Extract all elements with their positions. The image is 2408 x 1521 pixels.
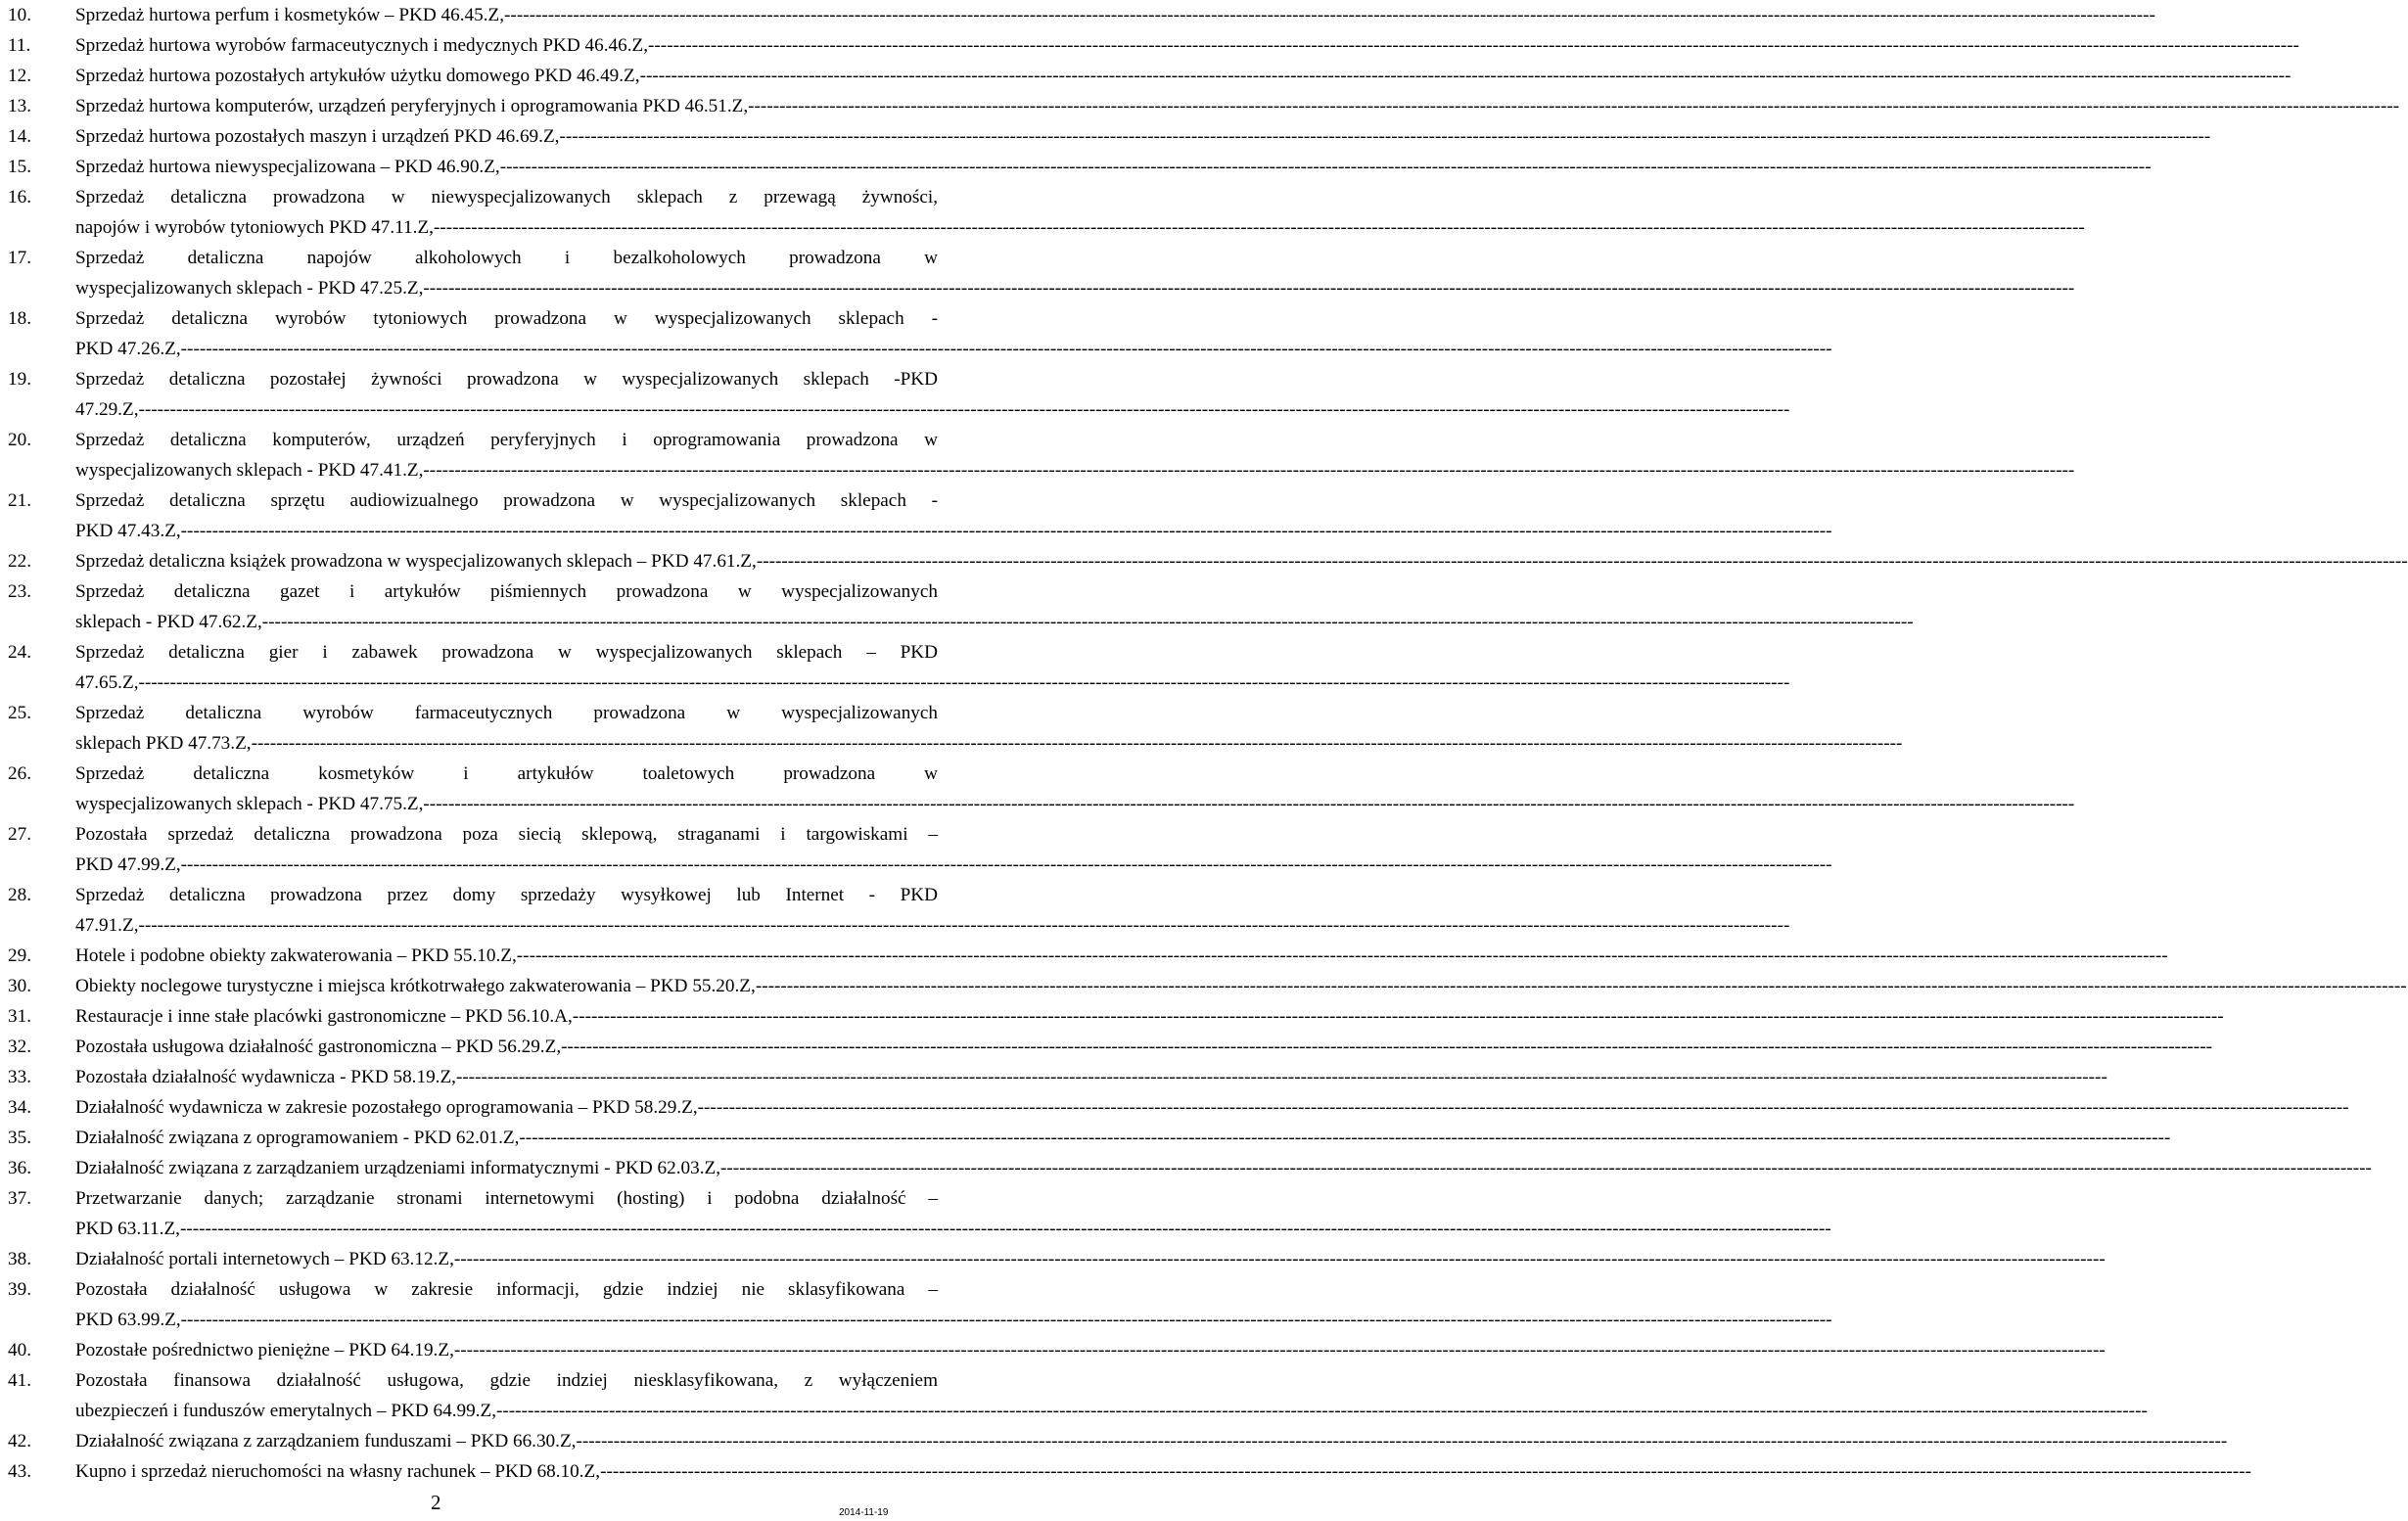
item-line-text: Sprzedaż hurtowa wyrobów farmaceutycznych i medycznych PKD 46.46.Z, xyxy=(75,35,649,56)
dash-leader: ------------------------------------------------------------------------------------------------------------------------------------------------------------------------------------------------------------------------------------------------------------------------ xyxy=(504,5,2155,25)
item-line-text: Działalność portali internetowych – PKD 63.12.Z, xyxy=(75,1249,454,1269)
item-number: 42. xyxy=(8,1431,31,1452)
list-item xyxy=(8,61,2292,91)
item-line xyxy=(75,273,2075,303)
item-line xyxy=(75,516,1832,546)
item-line-text: napojów i wyrobów tytoniowych PKD 47.11.Z, xyxy=(75,217,434,238)
item-number: 10. xyxy=(8,5,31,25)
item-text xyxy=(75,971,2407,1001)
item-text xyxy=(75,91,2400,121)
dash-leader: ------------------------------------------------------------------------------------------------------------------------------------------------------------------------------------------------------------------------------------------------------------------------ xyxy=(180,1310,1832,1330)
item-line-text: sklepach - PKD 47.62.Z, xyxy=(75,612,262,632)
dash-leader: ------------------------------------------------------------------------------------------------------------------------------------------------------------------------------------------------------------------------------------------------------------------------ xyxy=(138,915,1790,936)
item-line xyxy=(75,1335,2106,1365)
list-item xyxy=(8,880,1790,941)
item-line-text: 47.91.Z, xyxy=(75,915,139,936)
list-item xyxy=(8,303,1832,364)
item-number: 12. xyxy=(8,66,31,86)
dash-leader: ------------------------------------------------------------------------------------------------------------------------------------------------------------------------------------------------------------------------------------------------------------------------ xyxy=(516,945,2168,966)
item-line xyxy=(75,1426,2228,1456)
item-line xyxy=(75,1305,1832,1335)
dash-leader: ------------------------------------------------------------------------------------------------------------------------------------------------------------------------------------------------------------------------------------------------------------------------ xyxy=(179,1219,1831,1239)
item-line xyxy=(75,1001,2224,1032)
list-item xyxy=(8,1001,2224,1032)
dash-leader: ------------------------------------------------------------------------------------------------------------------------------------------------------------------------------------------------------------------------------------------------------------------------ xyxy=(499,157,2152,177)
dash-leader: ------------------------------------------------------------------------------------------------------------------------------------------------------------------------------------------------------------------------------------------------------------------------ xyxy=(576,1431,2228,1452)
item-line-text: 47.65.Z, xyxy=(75,672,139,693)
item-number: 19. xyxy=(8,369,31,390)
item-text xyxy=(75,637,1790,698)
item-text xyxy=(75,546,2408,576)
item-line-text: PKD 47.26.Z, xyxy=(75,339,181,359)
item-line xyxy=(75,546,2408,576)
dash-leader: ------------------------------------------------------------------------------------------------------------------------------------------------------------------------------------------------------------------------------------------------------------------------ xyxy=(748,96,2400,116)
item-line xyxy=(75,1092,2349,1123)
item-text xyxy=(75,1001,2224,1032)
item-line xyxy=(75,61,2292,91)
dash-leader: ------------------------------------------------------------------------------------------------------------------------------------------------------------------------------------------------------------------------------------------------------------------------ xyxy=(251,733,1903,754)
item-line xyxy=(75,1032,2212,1062)
item-line-text: Sprzedaż detaliczna pozostałej żywności prowadzona w wyspecjalizowanych sklepach -PKD xyxy=(75,369,938,390)
item-line-text: Obiekty noclegowe turystyczne i miejsca krótkotrwałego zakwaterowania – PKD 55.20.Z, xyxy=(75,976,756,996)
item-number: 24. xyxy=(8,642,31,663)
item-text xyxy=(75,1456,2251,1487)
item-number: 14. xyxy=(8,126,31,147)
item-line xyxy=(75,1214,1831,1244)
list-item xyxy=(8,1183,1831,1244)
dash-leader: ------------------------------------------------------------------------------------------------------------------------------------------------------------------------------------------------------------------------------------------------------------------------ xyxy=(423,278,2075,299)
list-item xyxy=(8,698,1903,759)
dash-leader: ------------------------------------------------------------------------------------------------------------------------------------------------------------------------------------------------------------------------------------------------------------------------ xyxy=(697,1097,2349,1118)
item-number: 18. xyxy=(8,308,31,329)
list-item xyxy=(8,941,2168,971)
item-line-text: Sprzedaż detaliczna gazet i artykułów piśmiennych prowadzona w wyspecjalizowanych xyxy=(75,581,938,602)
item-number: 21. xyxy=(8,490,31,511)
item-line-text: Sprzedaż detaliczna napojów alkoholowych i bezalkoholowych prowadzona w xyxy=(75,248,938,268)
list-item xyxy=(8,182,2085,243)
item-text xyxy=(75,364,1790,425)
item-text xyxy=(75,485,1832,546)
list-item xyxy=(8,0,2155,30)
item-text xyxy=(75,880,1790,941)
item-text xyxy=(75,61,2292,91)
dash-leader: ------------------------------------------------------------------------------------------------------------------------------------------------------------------------------------------------------------------------------------------------------------------------ xyxy=(180,521,1832,541)
item-number: 22. xyxy=(8,551,31,572)
list-item xyxy=(8,91,2400,121)
item-line-text: Sprzedaż detaliczna kosmetyków i artykułów toaletowych prowadzona w xyxy=(75,763,938,784)
list-item xyxy=(8,1335,2106,1365)
item-line-text: Sprzedaż hurtowa perfum i kosmetyków – PKD 46.45.Z, xyxy=(75,5,505,25)
list-item xyxy=(8,819,1832,880)
dash-leader: ------------------------------------------------------------------------------------------------------------------------------------------------------------------------------------------------------------------------------------------------------------------------ xyxy=(433,217,2085,238)
dash-leader: ------------------------------------------------------------------------------------------------------------------------------------------------------------------------------------------------------------------------------------------------------------------------ xyxy=(138,399,1790,420)
list-item xyxy=(8,1426,2228,1456)
item-line xyxy=(75,728,1903,759)
dash-leader: ------------------------------------------------------------------------------------------------------------------------------------------------------------------------------------------------------------------------------------------------------------------------ xyxy=(496,1401,2148,1421)
item-line-text: Przetwarzanie danych; zarządzanie stronami internetowymi (hosting) i podobna działalność – xyxy=(75,1188,938,1209)
dash-leader: ------------------------------------------------------------------------------------------------------------------------------------------------------------------------------------------------------------------------------------------------------------------------ xyxy=(519,1128,2171,1148)
item-line xyxy=(75,789,2075,819)
item-text xyxy=(75,1153,2372,1183)
list-item xyxy=(8,971,2407,1001)
item-number: 28. xyxy=(8,885,31,905)
item-line-text: Sprzedaż hurtowa niewyspecjalizowana – PKD 46.90.Z, xyxy=(75,157,500,177)
item-line-text: Pozostała działalność usługowa w zakresie informacji, gdzie indziej nie sklasyfikowana – xyxy=(75,1279,938,1300)
item-text xyxy=(75,941,2168,971)
item-line xyxy=(75,1153,2372,1183)
dash-leader: ------------------------------------------------------------------------------------------------------------------------------------------------------------------------------------------------------------------------------------------------------------------------ xyxy=(756,551,2408,572)
list-item xyxy=(8,546,2408,576)
item-line xyxy=(75,334,1832,364)
item-line xyxy=(75,1456,2251,1487)
item-line xyxy=(75,668,1790,698)
list-item xyxy=(8,152,2152,182)
dash-leader: ------------------------------------------------------------------------------------------------------------------------------------------------------------------------------------------------------------------------------------------------------------------------ xyxy=(138,672,1790,693)
dash-leader: ------------------------------------------------------------------------------------------------------------------------------------------------------------------------------------------------------------------------------------------------------------------------ xyxy=(572,1006,2224,1027)
item-line-text: Sprzedaż hurtowa komputerów, urządzeń peryferyjnych i oprogramowania PKD 46.51.Z, xyxy=(75,96,749,116)
item-text xyxy=(75,1123,2171,1153)
item-line-text: Działalność związana z oprogramowaniem - PKD 62.01.Z, xyxy=(75,1128,520,1148)
item-text xyxy=(75,243,2075,303)
item-line xyxy=(75,1396,2148,1426)
item-line-text: Działalność związana z zarządzaniem urządzeniami informatycznymi - PKD 62.03.Z, xyxy=(75,1158,721,1178)
item-number: 23. xyxy=(8,581,31,602)
dash-leader: ------------------------------------------------------------------------------------------------------------------------------------------------------------------------------------------------------------------------------------------------------------------------ xyxy=(423,794,2075,814)
item-line xyxy=(75,91,2400,121)
item-line-text: wyspecjalizowanych sklepach - PKD 47.75.Z, xyxy=(75,794,424,814)
item-line xyxy=(75,212,2085,243)
item-line xyxy=(75,910,1790,941)
item-line-text: Sprzedaż hurtowa pozostałych maszyn i urządzeń PKD 46.69.Z, xyxy=(75,126,560,147)
item-number: 35. xyxy=(8,1128,31,1148)
item-line-text: ubezpieczeń i funduszów emerytalnych – PKD 64.99.Z, xyxy=(75,1401,496,1421)
item-text xyxy=(75,1335,2106,1365)
item-line-text: Sprzedaż detaliczna sprzętu audiowizualnego prowadzona w wyspecjalizowanych sklepach - xyxy=(75,490,938,511)
dash-leader: ------------------------------------------------------------------------------------------------------------------------------------------------------------------------------------------------------------------------------------------------------------------------ xyxy=(561,1037,2212,1057)
item-number: 31. xyxy=(8,1006,31,1027)
item-number: 32. xyxy=(8,1037,31,1057)
dash-leader: ------------------------------------------------------------------------------------------------------------------------------------------------------------------------------------------------------------------------------------------------------------------------ xyxy=(639,66,2292,86)
item-text xyxy=(75,1274,1832,1335)
item-line xyxy=(75,394,1790,425)
item-line-text: sklepach PKD 47.73.Z, xyxy=(75,733,252,754)
item-line-text: Działalność wydawnicza w zakresie pozostałego oprogramowania – PKD 58.29.Z, xyxy=(75,1097,698,1118)
item-line-text: PKD 63.11.Z, xyxy=(75,1219,180,1239)
item-text xyxy=(75,819,1832,880)
list-item xyxy=(8,121,2211,152)
dash-leader: ------------------------------------------------------------------------------------------------------------------------------------------------------------------------------------------------------------------------------------------------------------------------ xyxy=(755,976,2407,996)
list-item xyxy=(8,243,2075,303)
dash-leader: ------------------------------------------------------------------------------------------------------------------------------------------------------------------------------------------------------------------------------------------------------------------------ xyxy=(261,612,1914,632)
item-text xyxy=(75,30,2299,61)
list-item xyxy=(8,1092,2349,1123)
list-item xyxy=(8,30,2299,61)
list-item xyxy=(8,637,1790,698)
item-text xyxy=(75,152,2152,182)
item-line-text: Pozostała usługowa działalność gastronomiczna – PKD 56.29.Z, xyxy=(75,1037,562,1057)
item-text xyxy=(75,576,1914,637)
list-item xyxy=(8,425,2075,485)
item-number: 43. xyxy=(8,1461,31,1482)
dash-leader: ------------------------------------------------------------------------------------------------------------------------------------------------------------------------------------------------------------------------------------------------------------------------ xyxy=(600,1461,2251,1482)
page-number: 2 xyxy=(431,1491,441,1514)
list-item xyxy=(8,1062,2107,1092)
list-item xyxy=(8,1244,2106,1274)
item-number: 17. xyxy=(8,248,31,268)
dash-leader: ------------------------------------------------------------------------------------------------------------------------------------------------------------------------------------------------------------------------------------------------------------------------ xyxy=(455,1067,2107,1087)
item-number: 39. xyxy=(8,1279,31,1300)
item-line-text: Kupno i sprzedaż nieruchomości na własny rachunek – PKD 68.10.Z, xyxy=(75,1461,601,1482)
item-number: 25. xyxy=(8,703,31,723)
list-item xyxy=(8,1456,2251,1487)
item-line-text: Pozostała sprzedaż detaliczna prowadzona poza siecią sklepową, straganami i targowiskami – xyxy=(75,824,938,845)
item-number: 27. xyxy=(8,824,31,845)
item-number: 41. xyxy=(8,1370,31,1391)
item-line-text: Hotele i podobne obiekty zakwaterowania – PKD 55.10.Z, xyxy=(75,945,517,966)
item-line-text: Sprzedaż detaliczna prowadzona w niewyspecjalizowanych sklepach z przewagą żywności, xyxy=(75,187,938,207)
item-line xyxy=(75,121,2211,152)
dash-leader: ------------------------------------------------------------------------------------------------------------------------------------------------------------------------------------------------------------------------------------------------------------------------ xyxy=(559,126,2211,147)
item-line-text: PKD 47.99.Z, xyxy=(75,854,181,875)
item-text xyxy=(75,182,2085,243)
item-line xyxy=(75,455,2075,485)
item-line-text: Sprzedaż detaliczna wyrobów tytoniowych prowadzona w wyspecjalizowanych sklepach - xyxy=(75,308,938,329)
item-line-text: wyspecjalizowanych sklepach - PKD 47.41.Z, xyxy=(75,460,424,481)
item-text xyxy=(75,425,2075,485)
item-line-text: PKD 47.43.Z, xyxy=(75,521,181,541)
dash-leader: ------------------------------------------------------------------------------------------------------------------------------------------------------------------------------------------------------------------------------------------------------------------------ xyxy=(720,1158,2372,1178)
item-text xyxy=(75,1183,1831,1244)
item-line-text: Pozostałe pośrednictwo pieniężne – PKD 64.19.Z, xyxy=(75,1340,454,1360)
item-line-text: Sprzedaż detaliczna wyrobów farmaceutycznych prowadzona w wyspecjalizowanych xyxy=(75,703,938,723)
item-number: 16. xyxy=(8,187,31,207)
item-number: 33. xyxy=(8,1067,31,1087)
item-text xyxy=(75,303,1832,364)
item-number: 26. xyxy=(8,763,31,784)
dash-leader: ------------------------------------------------------------------------------------------------------------------------------------------------------------------------------------------------------------------------------------------------------------------------ xyxy=(423,460,2075,481)
dash-leader: ------------------------------------------------------------------------------------------------------------------------------------------------------------------------------------------------------------------------------------------------------------------------ xyxy=(453,1249,2106,1269)
item-number: 15. xyxy=(8,157,31,177)
item-number: 36. xyxy=(8,1158,31,1178)
item-number: 29. xyxy=(8,945,31,966)
item-line-text: Sprzedaż detaliczna książek prowadzona w wyspecjalizowanych sklepach – PKD 47.61.Z, xyxy=(75,551,757,572)
item-number: 34. xyxy=(8,1097,31,1118)
item-line xyxy=(75,1123,2171,1153)
item-number: 37. xyxy=(8,1188,31,1209)
item-text xyxy=(75,1062,2107,1092)
item-number: 38. xyxy=(8,1249,31,1269)
list-item xyxy=(8,1365,2148,1426)
list-item xyxy=(8,1274,1832,1335)
item-line-text: Sprzedaż detaliczna prowadzona przez domy sprzedaży wysyłkowej lub Internet - PKD xyxy=(75,885,938,905)
list-item xyxy=(8,485,1832,546)
item-number: 20. xyxy=(8,430,31,450)
item-line xyxy=(75,1062,2107,1092)
dash-leader: ------------------------------------------------------------------------------------------------------------------------------------------------------------------------------------------------------------------------------------------------------------------------ xyxy=(453,1340,2106,1360)
item-line-text: Działalność związana z zarządzaniem funduszami – PKD 66.30.Z, xyxy=(75,1431,577,1452)
list-item xyxy=(8,576,1914,637)
item-line-text: wyspecjalizowanych sklepach - PKD 47.25.Z, xyxy=(75,278,424,299)
item-line-text: PKD 63.99.Z, xyxy=(75,1310,181,1330)
item-text xyxy=(75,1092,2349,1123)
item-number: 30. xyxy=(8,976,31,996)
item-line-text: Restauracje i inne stałe placówki gastronomiczne – PKD 56.10.A, xyxy=(75,1006,573,1027)
item-number: 13. xyxy=(8,96,31,116)
list-item xyxy=(8,1153,2372,1183)
item-line xyxy=(75,1244,2106,1274)
item-line-text: Pozostała działalność wydawnicza - PKD 58.19.Z, xyxy=(75,1067,456,1087)
list-item xyxy=(8,1123,2171,1153)
date-stamp: 2014-11-19 xyxy=(839,1507,889,1518)
item-line-text: Pozostała finansowa działalność usługowa, gdzie indziej niesklasyfikowana, z wyłączeniem xyxy=(75,1370,938,1391)
item-text xyxy=(75,1244,2106,1274)
item-line xyxy=(75,607,1914,637)
item-line-text: Sprzedaż detaliczna komputerów, urządzeń peryferyjnych i oprogramowania prowadzona w xyxy=(75,430,938,450)
item-text xyxy=(75,1032,2212,1062)
item-text xyxy=(75,0,2155,30)
item-line xyxy=(75,152,2152,182)
item-text xyxy=(75,759,2075,819)
list-item xyxy=(8,364,1790,425)
item-number: 11. xyxy=(8,35,31,56)
item-line xyxy=(75,850,1832,880)
list-item xyxy=(8,759,2075,819)
item-line xyxy=(75,30,2299,61)
item-number: 40. xyxy=(8,1340,31,1360)
item-line-text: 47.29.Z, xyxy=(75,399,139,420)
item-line-text: Sprzedaż hurtowa pozostałych artykułów użytku domowego PKD 46.49.Z, xyxy=(75,66,640,86)
dash-leader: ------------------------------------------------------------------------------------------------------------------------------------------------------------------------------------------------------------------------------------------------------------------------ xyxy=(648,35,2299,56)
item-text xyxy=(75,1365,2148,1426)
item-line xyxy=(75,941,2168,971)
item-line xyxy=(75,0,2155,30)
item-text xyxy=(75,698,1903,759)
item-text xyxy=(75,1426,2228,1456)
item-line xyxy=(75,971,2407,1001)
item-text xyxy=(75,121,2211,152)
dash-leader: ------------------------------------------------------------------------------------------------------------------------------------------------------------------------------------------------------------------------------------------------------------------------ xyxy=(180,854,1832,875)
dash-leader: ------------------------------------------------------------------------------------------------------------------------------------------------------------------------------------------------------------------------------------------------------------------------ xyxy=(180,339,1832,359)
list-item xyxy=(8,1032,2212,1062)
item-line-text: Sprzedaż detaliczna gier i zabawek prowadzona w wyspecjalizowanych sklepach – PKD xyxy=(75,642,938,663)
